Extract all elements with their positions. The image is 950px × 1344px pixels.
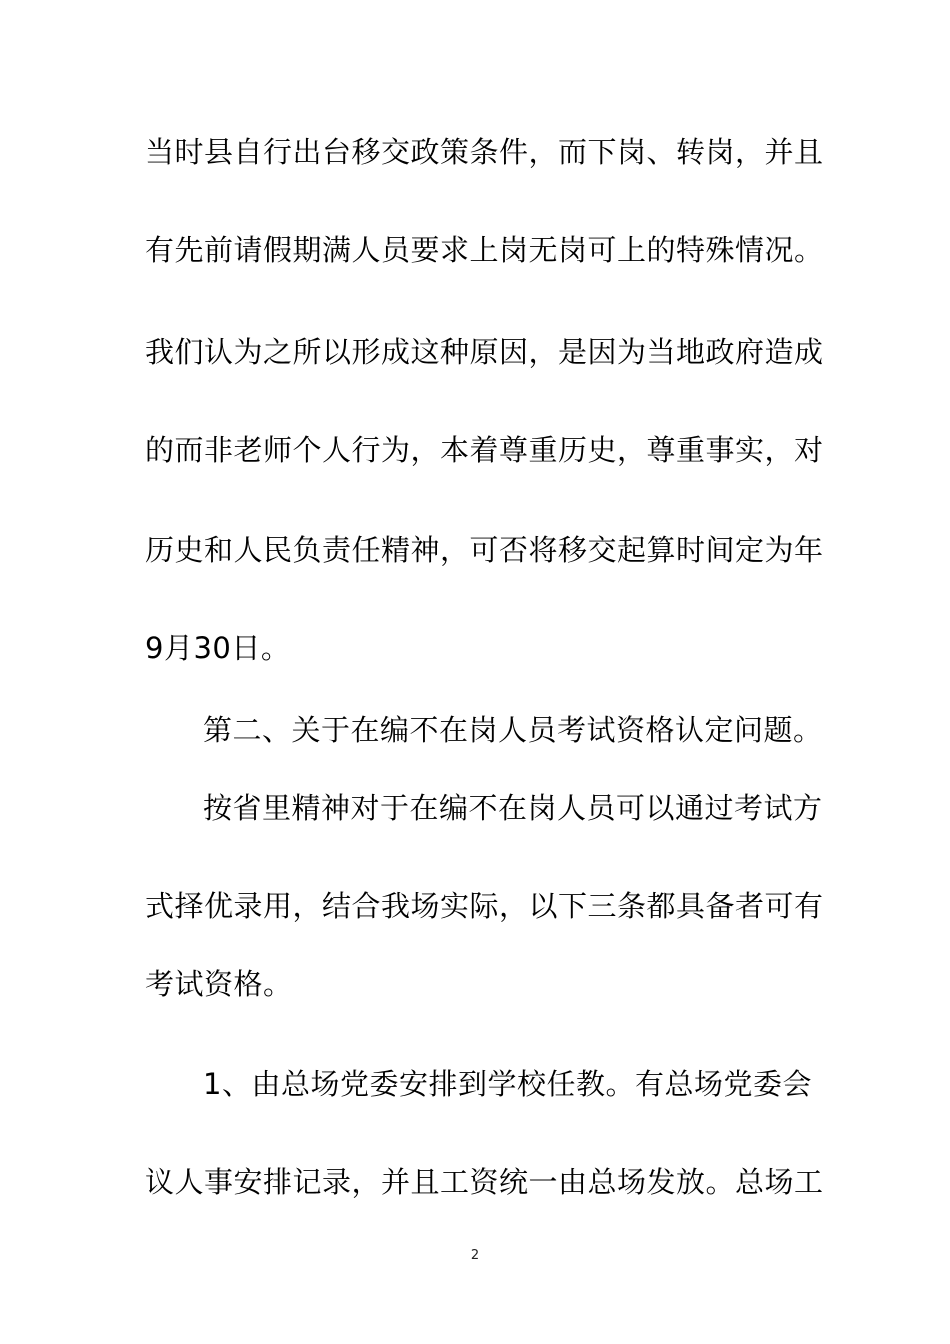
text-line: 9月30日。 (145, 631, 291, 665)
text-line: 考试资格。 (145, 967, 293, 1001)
text-line: 有先前请假期满人员要求上岗无岗可上的特殊情况。 (145, 233, 824, 267)
text-line: 按省里精神对于在编不在岗人员可以通过考试方 (203, 791, 823, 825)
text-line: 1、由总场党委安排到学校任教。有总场党委会 (203, 1067, 812, 1101)
text-line: 议人事安排记录，并且工资统一由总场发放。总场工 (145, 1165, 824, 1199)
text-line: 第二、关于在编不在岗人员考试资格认定问题。 (203, 713, 823, 747)
text-line: 我们认为之所以形成这种原因，是因为当地政府造成 (145, 335, 824, 369)
text-line: 当时县自行出台移交政策条件，而下岗、转岗，并且 (145, 135, 824, 169)
text-line: 历史和人民负责任精神，可否将移交起算时间定为年 (145, 533, 824, 567)
text-line: 的而非老师个人行为，本着尊重历史，尊重事实，对 (145, 433, 824, 467)
page-number: 2 (470, 1248, 480, 1263)
text-line: 式择优录用，结合我场实际，以下三条都具备者可有 (145, 889, 824, 923)
